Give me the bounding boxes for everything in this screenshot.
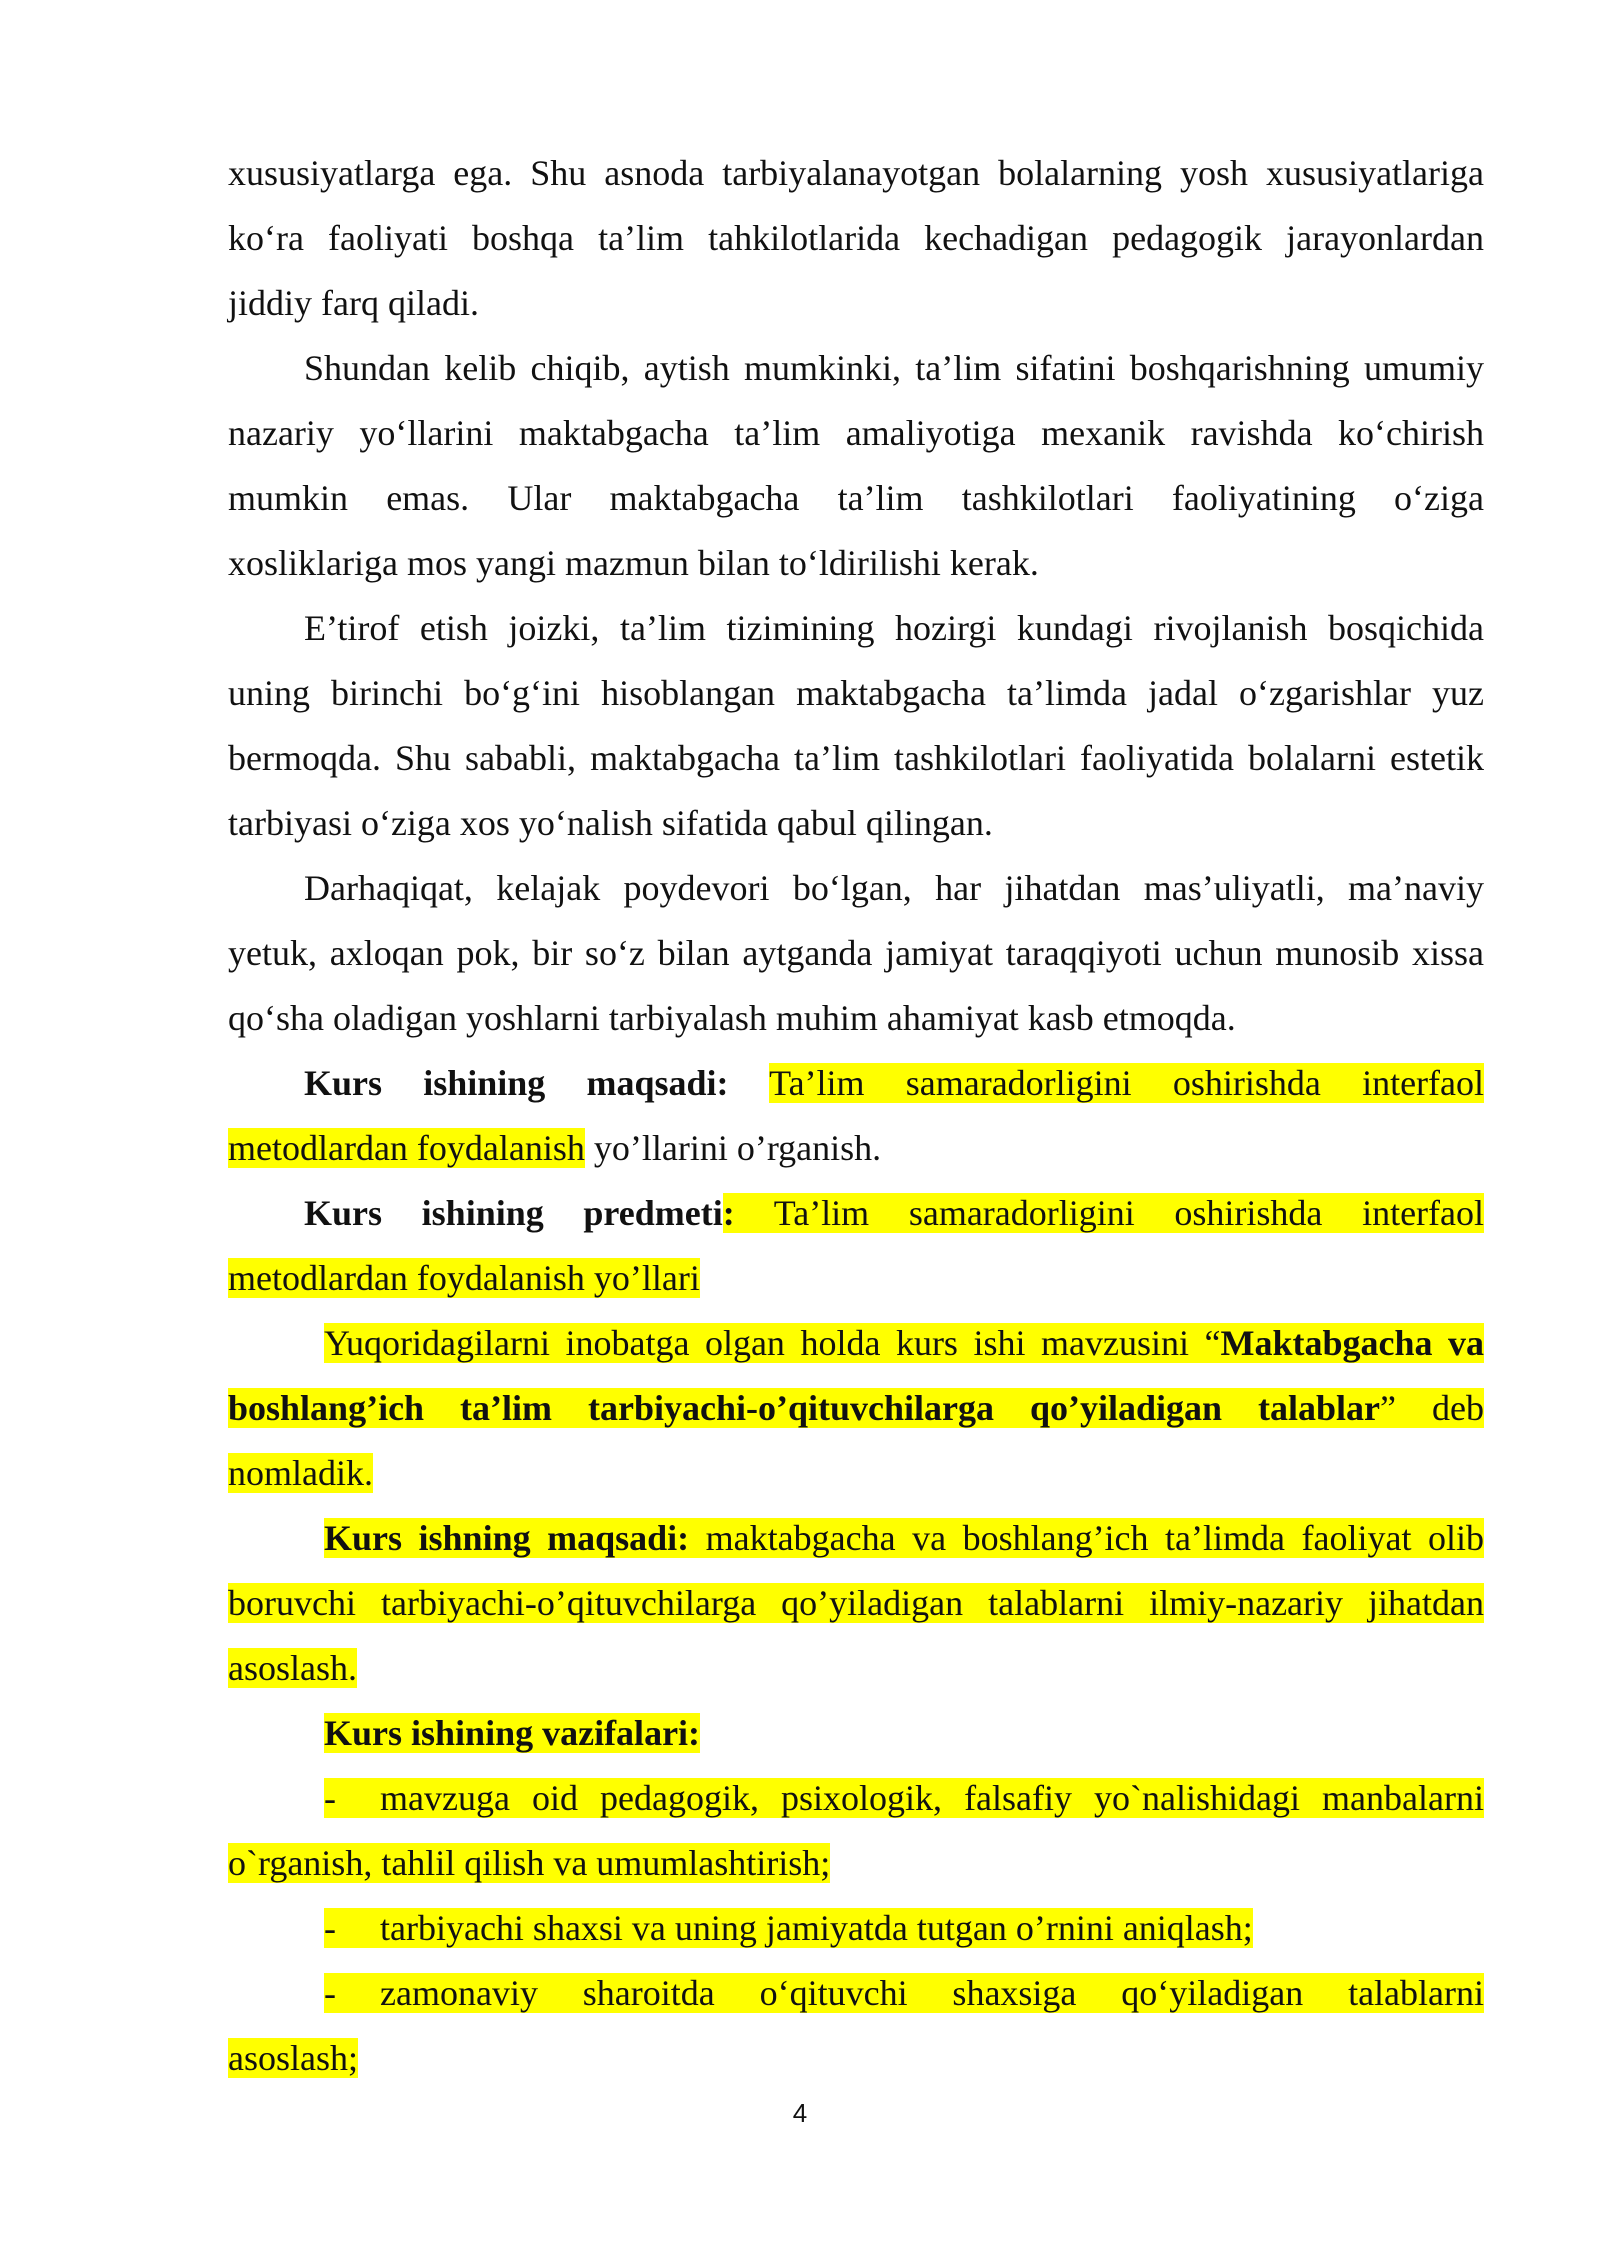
- subject-colon: :: [722, 1193, 735, 1233]
- topic-paragraph-cont: [228, 1376, 1484, 1441]
- text-line: jiddiy farq qiladi.: [228, 283, 479, 323]
- text-line: bermoqda. Shu sababli, maktabgacha ta’lim tashkilotlari faoliyatida bolalarni estetik: [228, 738, 1484, 778]
- task-item-cont: [228, 1831, 1484, 1896]
- goal-text-tail: yo’llarini o’rganish.: [593, 1128, 882, 1168]
- task-text: mavzuga oid pedagogik, psixologik, falsafiy yo`nalishidagi manbalarni: [380, 1778, 1484, 1818]
- text-line: uning birinchi bo‘g‘ini hisoblangan maktabgacha ta’limda jadal o‘zgarishlar yuz: [228, 673, 1484, 713]
- goal2-paragraph-end: [228, 1636, 1484, 1701]
- topic-outro-end: nomladik.: [228, 1453, 373, 1493]
- subject-text: Ta’lim samaradorligini oshirishda interfaol: [773, 1193, 1485, 1233]
- text-line: Shundan kelib chiqib, aytish mumkinki, ta’lim sifatini boshqarishning umumiy: [304, 348, 1484, 388]
- subject-text-cont: metodlardan foydalanish yo’llari: [228, 1258, 700, 1298]
- goal2-label: Kurs ishning maqsadi:: [324, 1518, 690, 1558]
- page-body: [228, 141, 1484, 2091]
- task-text-cont: o`rganish, tahlil qilish va umumlashtirish;: [228, 1843, 831, 1883]
- tasks-heading: [228, 1701, 1484, 1766]
- text-line: qo‘sha oladigan yoshlarni tarbiyalash muhim ahamiyat kasb etmoqda.: [228, 998, 1236, 1038]
- goal-text: Ta’lim samaradorligini oshirishda interfaol: [769, 1063, 1485, 1103]
- topic-outro: ” deb: [1380, 1388, 1484, 1428]
- text-line: tarbiyasi o‘ziga xos yo‘nalish sifatida qabul qilingan.: [228, 803, 993, 843]
- goal-paragraph: [228, 1051, 1484, 1116]
- topic-title: Maktabgacha va: [1220, 1323, 1484, 1363]
- task-dash: -: [324, 1778, 336, 1818]
- page-number: 4: [792, 2098, 808, 2128]
- topic-paragraph: [228, 1311, 1484, 1376]
- goal-paragraph-cont: [228, 1116, 1484, 1181]
- goal2-paragraph: [228, 1506, 1484, 1571]
- text-line: E’tirof etish joizki, ta’lim tizimining hozirgi kundagi rivojlanish bosqichida: [304, 608, 1484, 648]
- goal-label: Kurs ishining maqsadi:: [304, 1063, 729, 1103]
- topic-paragraph-end: [228, 1441, 1484, 1506]
- topic-title-cont: boshlang’ich ta’lim tarbiyachi-o’qituvchilarga qo’yiladigan talablar: [228, 1388, 1381, 1428]
- text-line: nazariy yo‘llarini maktabgacha ta’lim amaliyotiga mexanik ravishda ko‘chirish: [228, 413, 1484, 453]
- task-dash: -: [324, 1908, 336, 1948]
- subject-paragraph: [228, 1181, 1484, 1246]
- task-item: [228, 1766, 1484, 1831]
- task-item: [228, 1896, 1484, 1961]
- text-line: mumkin emas. Ular maktabgacha ta’lim tashkilotlari faoliyatining o‘ziga: [228, 478, 1484, 518]
- goal2-text-cont: boruvchi tarbiyachi-o’qituvchilarga qo’yiladigan talablarni ilmiy-nazariy jihatdan: [228, 1583, 1484, 1623]
- tasks-label: Kurs ishining vazifalari:: [324, 1713, 701, 1753]
- task-item-cont: [228, 2026, 1484, 2091]
- goal2-paragraph-cont: [228, 1571, 1484, 1636]
- text-line: Darhaqiqat, kelajak poydevori bo‘lgan, har jihatdan mas’uliyatli, ma’naviy: [304, 868, 1484, 908]
- task-item: [228, 1961, 1484, 2026]
- goal2-text: maktabgacha va boshlang’ich ta’limda faoliyat olib: [705, 1518, 1484, 1558]
- task-text-cont: asoslash;: [228, 2038, 358, 2078]
- goal-text-highlight: metodlardan foydalanish: [228, 1128, 585, 1168]
- text-line: xosliklariga mos yangi mazmun bilan to‘ldirilishi kerak.: [228, 543, 1039, 583]
- task-text: tarbiyachi shaxsi va uning jamiyatda tutgan o’rnini aniqlash;: [380, 1908, 1253, 1948]
- topic-intro: Yuqoridagilarni inobatga olgan holda kurs ishi mavzusini “: [324, 1323, 1221, 1363]
- task-text: zamonaviy sharoitda o‘qituvchi shaxsiga qo‘yiladigan talablarni: [380, 1973, 1484, 2013]
- task-dash: -: [324, 1973, 336, 2013]
- subject-paragraph-cont: [228, 1246, 1484, 1311]
- text-line: yetuk, axloqan pok, bir so‘z bilan aytganda jamiyat taraqqiyoti uchun munosib xissa: [228, 933, 1484, 973]
- text-line: xususiyatlarga ega. Shu asnoda tarbiyalanayotgan bolalarning yosh xususiyatlariga: [228, 153, 1484, 193]
- subject-label: Kurs ishining predmeti: [304, 1193, 723, 1233]
- text-line: ko‘ra faoliyati boshqa ta’lim tahkilotlarida kechadigan pedagogik jarayonlardan: [228, 218, 1484, 258]
- goal2-text-end: asoslash.: [228, 1648, 357, 1688]
